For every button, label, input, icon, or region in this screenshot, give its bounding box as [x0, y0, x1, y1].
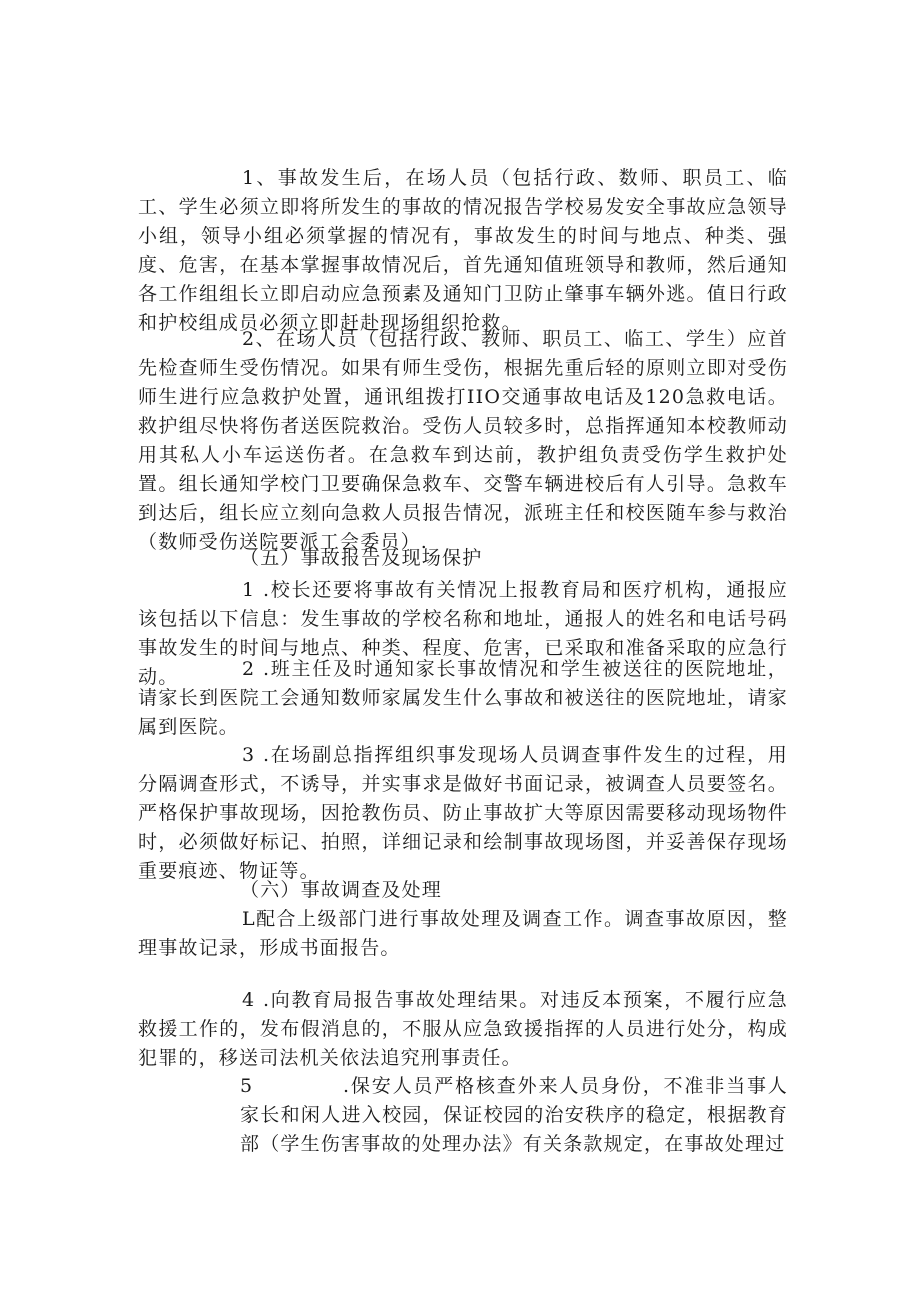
paragraph-accident-report: 1、事故发生后，在场人员（包括行政、数师、职员工、临工、学生必须立即将所发生的事故的情况报告学校易发安全事故应急领导小组，领导小组必须掌握的情况有，事故发生的时间与地点、种类、强度、危害，在基本掌握事故情况后，首先通知值班领导和教师，然后通知各工作组组长立即启动应急预素及通知门卫防止肇事车辆外逃。值日行政和护校组成员必须立即赶赴现场组织抢救。 [138, 167, 788, 334]
section-heading-six: （六）事故调查及处理 [240, 879, 443, 901]
paragraph-notify-parents: 2 .班主任及时通知家长事故情况和学生被送往的医院地址，请家长到医院工会通知数师家属发生什么事故和被送往的医院地址，请家属到医院。 [138, 658, 788, 738]
paragraph-scene-protection: 3 .在场副总指挥组织事发现场人员调查事件发生的过程，用分隔调查形式，不诱导，并实事求是做好书面记录，被调查人员要签名。严格保护事故现场，因抢教伤员、防止事故扩大等原因需要移动现场物件时，必须做好标记、拍照，详细记录和绘制事故现场图，并妥善保存现场重要痕迹、物证等。 [138, 744, 788, 882]
paragraph-report-result: 4 .向教育局报告事故处理结果。对违反本预案，不履行应急救援工作的，发布假消息的，不服从应急致援指挥的人员进行处分，构成犯罪的，移送司法机关依法追究刑事责任。 [138, 989, 788, 1069]
paragraph-injury-check: 2、在场人员（包括行政、教师、职员工、临工、学生）应首先检查师生受伤情况。如果有师生受伤，根据先重后轻的原则立即对受伤师生进行应急救护处置，通讯组拨打IIO交通事故电话及120急救电话。救护组尽快将伤者送医院救治。受伤人员较多时，总指挥通知本校教师动用其私人小车运送伤者。在急救车到达前，教护组负责受伤学生救护处置。组长通知学校门卫要确保急救车、交警车辆进校后有人引导。急救车到达后，组长应立刻向急救人员报告情况，派班主任和校医随车参与救治（数师受伤送院要派工会委员）. [138, 328, 788, 553]
paragraph-cooperate-investigation: L配合上级部门进行事故处理及调查工作。调查事故原因，整理事故记录，形成书面报告。 [138, 908, 788, 959]
section-heading-five: （五）事故报告及现场保护 [240, 547, 483, 569]
paragraph-report-info: 1 .校长还要将事故有关情况上报教育局和医疗机构，通报应该包括以下信息：发生事故的学校名称和地址，通报人的姓名和电话号码事故发生的时间与地点、种类、程度、危害，已采取和准备采取的应急行动。 [138, 579, 788, 688]
item-number-five: 5 [240, 1075, 253, 1097]
paragraph-security-check: .保安人员严格核查外来人员身份，不准非当事人家长和闲人进入校园，保证校园的治安秩序的稳定，根据教育部（学生伤害事故的处理办法》有关条款规定，在事故处理过 [240, 1075, 788, 1155]
